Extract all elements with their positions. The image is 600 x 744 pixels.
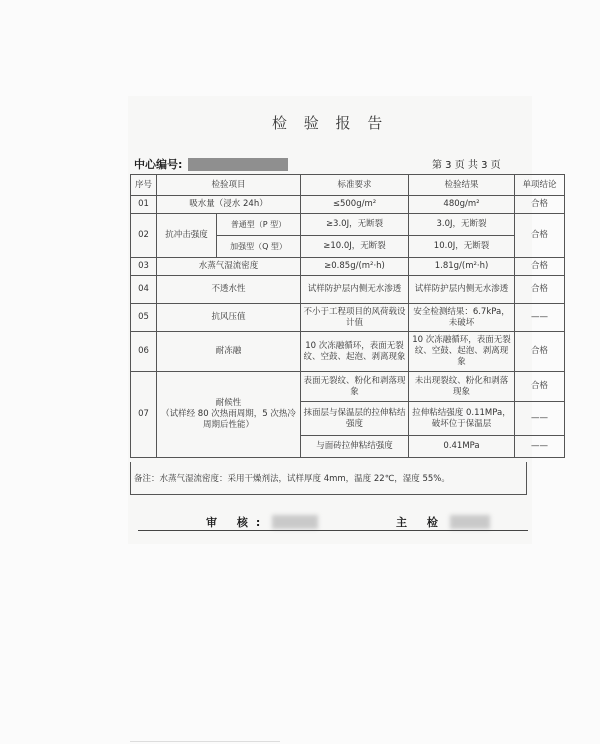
col-header-res: 检验结果 (409, 175, 515, 196)
cell-no: 03 (131, 258, 157, 276)
cell-req: 抹面层与保温层的拉伸粘结强度 (301, 402, 409, 436)
table-row (131, 214, 565, 236)
cell-item-name: 耐候性 (215, 398, 242, 408)
reviewer-signature-image (272, 515, 318, 529)
cell-no: 05 (131, 304, 157, 332)
cell-item: 抗冲击强度 (157, 214, 217, 258)
main-inspector-label: 主 检 (396, 516, 446, 529)
cell-con: —— (515, 304, 565, 332)
redacted-number (188, 158, 288, 171)
cell-item: 不透水性 (157, 276, 301, 304)
cell-item: 耐冻融 (157, 332, 301, 372)
cell-req: 10 次冻融循环，表面无裂纹、空鼓、起泡、剥离现象 (301, 332, 409, 372)
cell-con: 合格 (515, 196, 565, 214)
cell-req: ≥10.0J，无断裂 (301, 236, 409, 258)
cell-subitem: 普通型（P 型） (217, 214, 301, 236)
cell-req: ≥3.0J，无断裂 (301, 214, 409, 236)
signature-divider (138, 530, 528, 531)
cell-item (157, 372, 301, 458)
cell-no: 01 (131, 196, 157, 214)
reviewer-signature (206, 514, 318, 530)
cell-con: 合格 (515, 258, 565, 276)
col-header-req: 标准要求 (301, 175, 409, 196)
cell-res: 10.0J，无断裂 (409, 236, 515, 258)
cell-item-note: （试样经 80 次热雨周期，5 次热冷周期后性能） (161, 409, 296, 430)
cell-res: 0.41MPa (409, 436, 515, 458)
cell-req: 试样防护层内侧无水渗透 (301, 276, 409, 304)
cell-con: —— (515, 436, 565, 458)
cell-subitem: 加强型（Q 型） (217, 236, 301, 258)
cell-res: 1.81g/(m²·h) (409, 258, 515, 276)
cell-no: 07 (131, 372, 157, 458)
cell-con: 合格 (515, 332, 565, 372)
cell-req: ≥0.85g/(m²·h) (301, 258, 409, 276)
cell-item: 吸水量（浸水 24h） (157, 196, 301, 214)
cell-res: 未出现裂纹、粉化和剥落现象 (409, 372, 515, 402)
col-header-item: 检验项目 (157, 175, 301, 196)
cell-con: 合格 (515, 372, 565, 402)
center-number (134, 156, 288, 172)
cell-res: 3.0J，无断裂 (409, 214, 515, 236)
report-table (130, 174, 565, 458)
table-row (131, 196, 565, 214)
review-label: 审 核: (206, 516, 269, 529)
cell-res: 10 次冻融循环，表面无裂纹、空鼓、起泡、剥离现象 (409, 332, 515, 372)
cell-con: 合格 (515, 214, 565, 258)
cell-res: 480g/m² (409, 196, 515, 214)
cell-req: ≤500g/m² (301, 196, 409, 214)
inspector-signature-image (450, 515, 490, 529)
cell-res: 安全检测结果：6.7kPa，未破坏 (409, 304, 515, 332)
cell-con: 合格 (515, 276, 565, 304)
table-row (131, 372, 565, 402)
col-header-no: 序号 (131, 175, 157, 196)
page-title: 检 验 报 告 (272, 114, 389, 132)
inspector-signature (396, 514, 490, 530)
cell-item: 水蒸气湿流密度 (157, 258, 301, 276)
page-info: 第 3 页 共 3 页 (432, 160, 501, 171)
cell-req: 与面砖拉伸粘结强度 (301, 436, 409, 458)
remark-note: 备注：水蒸气湿流密度：采用干燥剂法，试样厚度 4mm，温度 22℃，湿度 55%。 (134, 474, 450, 484)
center-number-label: 中心编号: (134, 158, 183, 171)
cell-res: 拉伸粘结强度 0.11MPa，破坏位于保温层 (409, 402, 515, 436)
cell-no: 04 (131, 276, 157, 304)
cell-req: 不小于工程项目的风荷载设计值 (301, 304, 409, 332)
cell-no: 06 (131, 332, 157, 372)
cell-item: 抗风压值 (157, 304, 301, 332)
table-row (131, 276, 565, 304)
cell-res: 试样防护层内侧无水渗透 (409, 276, 515, 304)
col-header-con: 单项结论 (515, 175, 565, 196)
table-row (131, 332, 565, 372)
table-header-row (131, 175, 565, 196)
footer-rule (130, 741, 280, 742)
cell-no: 02 (131, 214, 157, 258)
table-row (131, 258, 565, 276)
cell-req: 表面无裂纹、粉化和剥落现象 (301, 372, 409, 402)
table-row (131, 304, 565, 332)
cell-con: —— (515, 402, 565, 436)
